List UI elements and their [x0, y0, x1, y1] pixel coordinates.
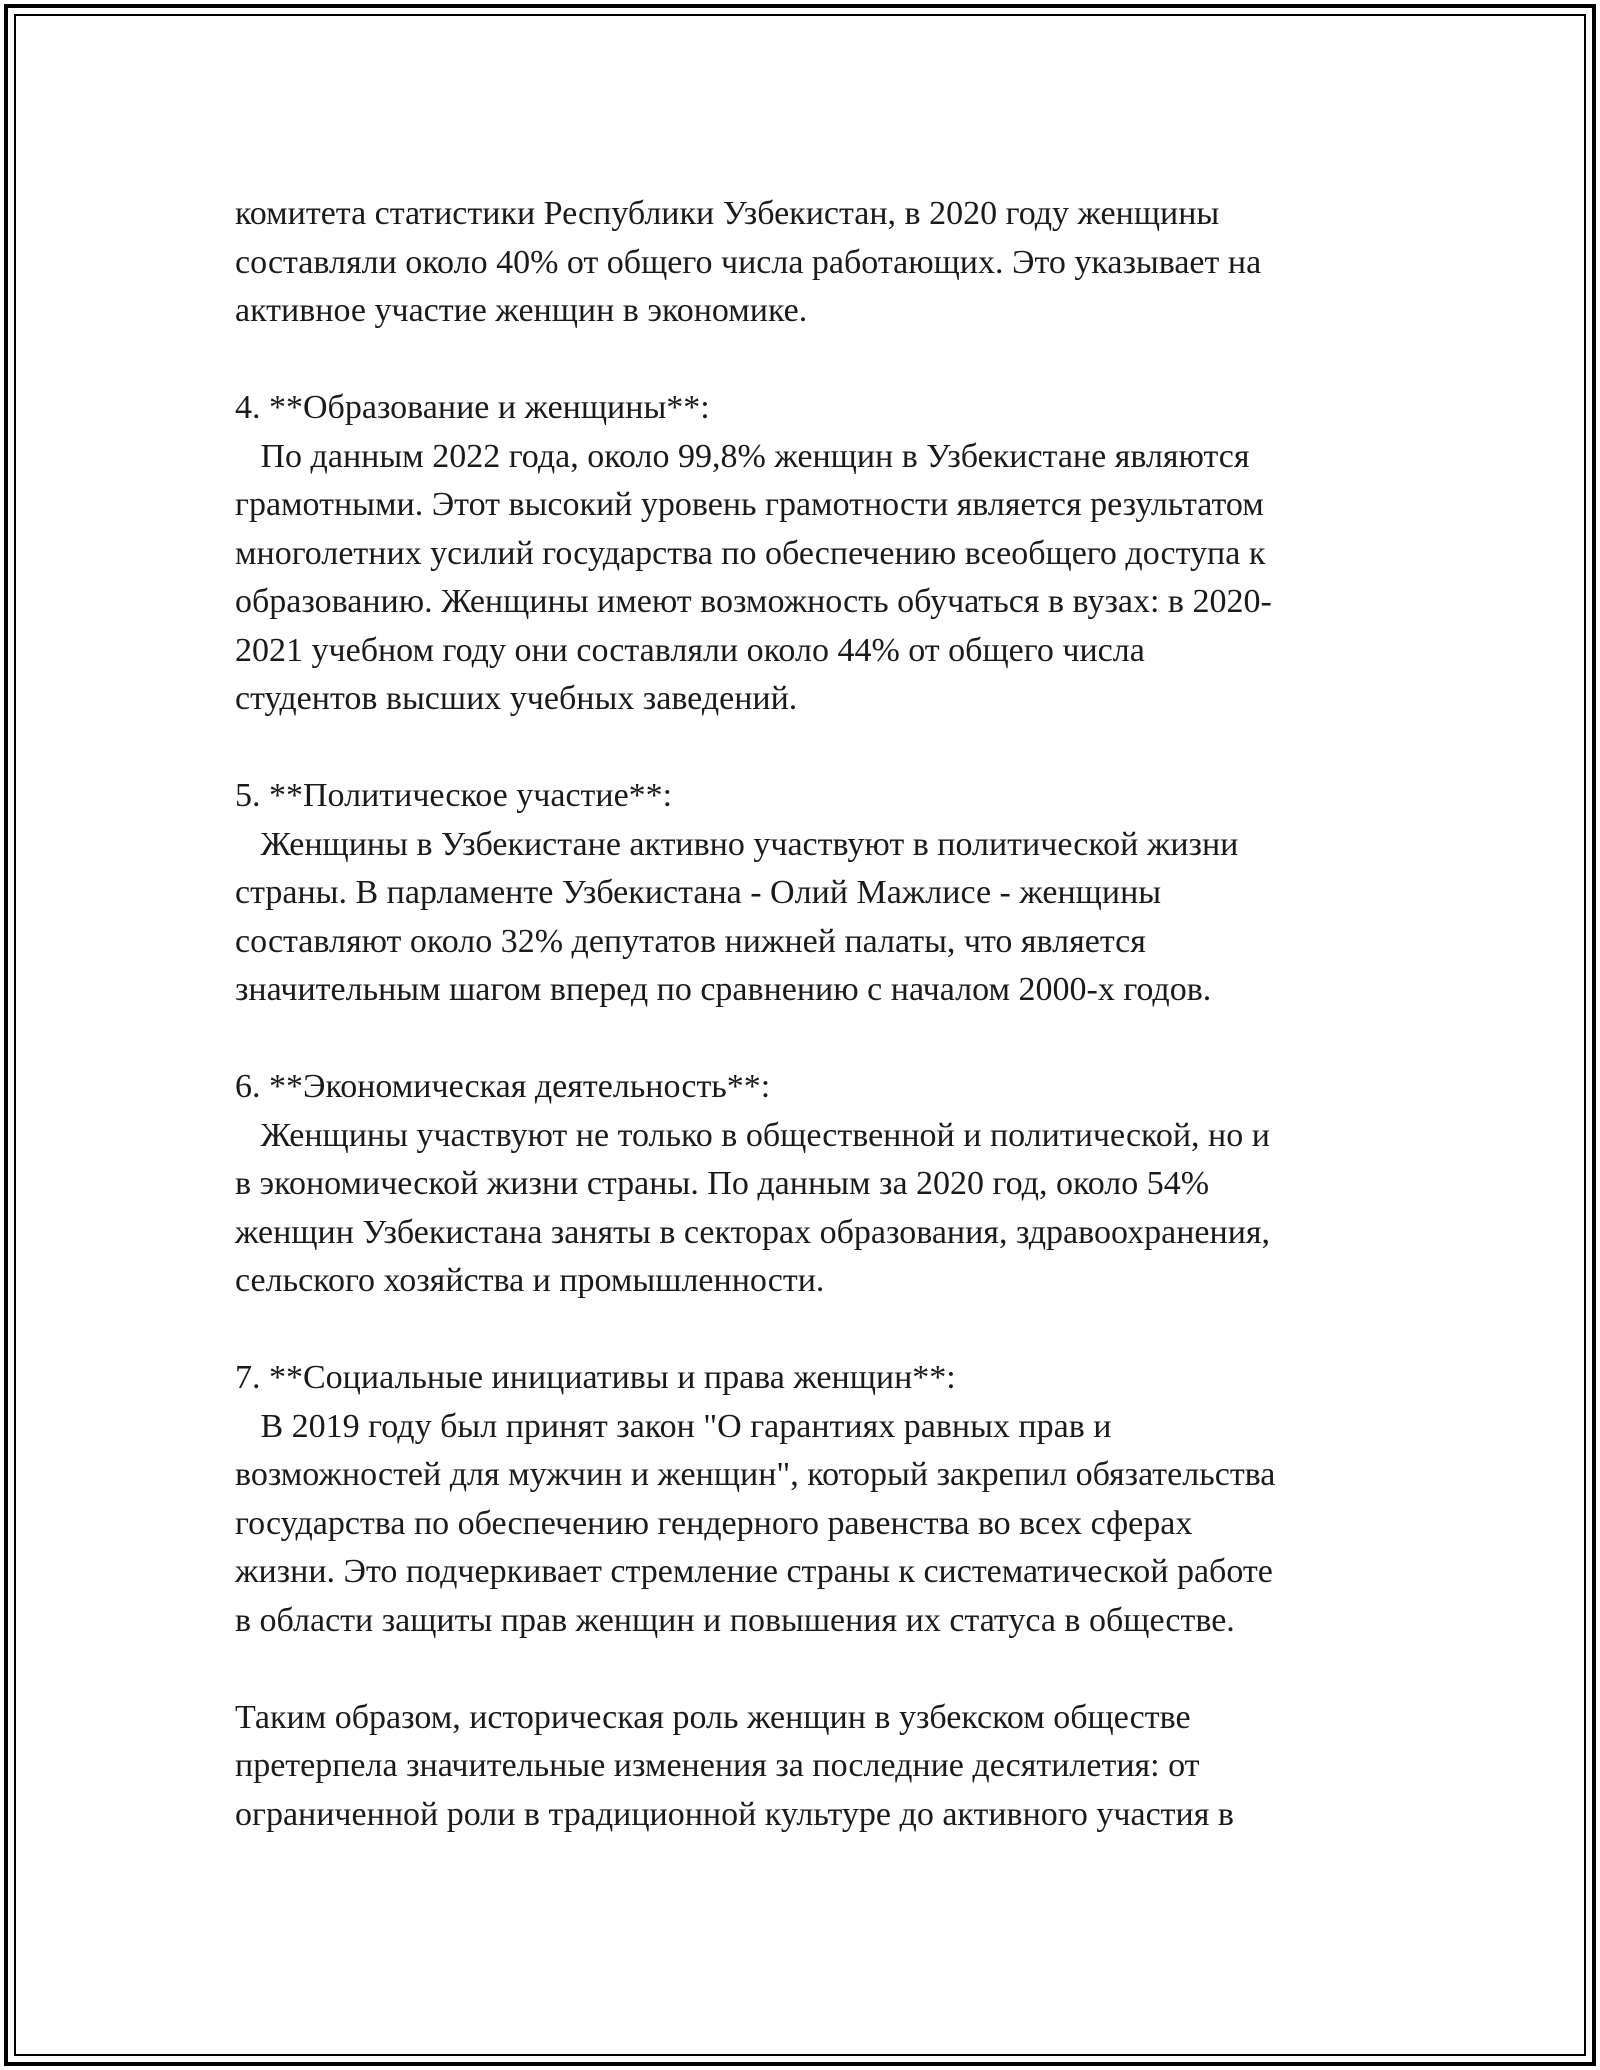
- section-social: [235, 1354, 1395, 1645]
- text-line: грамотными. Этот высокий уровень грамотности является результатом: [235, 486, 1264, 523]
- paragraph-spacer: [235, 1306, 1395, 1355]
- paragraph-spacer: [235, 1015, 1395, 1064]
- text-line: жизни. Это подчеркивает стремление страны к систематической работе: [235, 1553, 1273, 1590]
- paragraph-spacer: [235, 336, 1395, 385]
- text-line: претерпела значительные изменения за последние десятилетия: от: [235, 1747, 1200, 1784]
- text-line: 2021 учебном году они составляли около 44% от общего числа: [235, 631, 1145, 669]
- text-line: образованию. Женщины имеют возможность обучаться в вузах: в 2020-: [235, 583, 1272, 620]
- text-line: государства по обеспечению гендерного равенства во всех сферах: [235, 1504, 1193, 1542]
- text-line: сельского хозяйства и промышленности.: [235, 1262, 825, 1299]
- text-line: активное участие женщин в экономике.: [235, 292, 808, 329]
- text-line: в экономической жизни страны. По данным за 2020 год, около 54%: [235, 1165, 1210, 1202]
- paragraph-spacer: [235, 1645, 1395, 1694]
- text-line: женщин Узбекистана заняты в секторах образования, здравоохранения,: [235, 1213, 1271, 1251]
- text-line: Женщины в Узбекистане активно участвуют в политической жизни: [235, 825, 1239, 863]
- section-education: [235, 384, 1395, 724]
- text-line: студентов высших учебных заведений.: [235, 680, 798, 717]
- paragraph-spacer: [235, 724, 1395, 773]
- section-heading: 4. **Образование и женщины**:: [235, 389, 710, 426]
- section-heading: 7. **Социальные инициативы и права женщин**:: [235, 1359, 956, 1396]
- text-line: ограниченной роли в традиционной культуре до активного участия в: [235, 1795, 1234, 1833]
- text-line: составляют около 32% депутатов нижней палаты, что является: [235, 922, 1146, 960]
- text-line: Таким образом, историческая роль женщин в узбекском обществе: [235, 1698, 1191, 1736]
- text-line: составляли около 40% от общего числа работающих. Это указывает на: [235, 243, 1262, 281]
- text-line: многолетних усилий государства по обеспечению всеобщего доступа к: [235, 534, 1266, 572]
- conclusion-paragraph: [235, 1694, 1395, 1840]
- section-economic: [235, 1063, 1395, 1306]
- text-line: По данным 2022 года, около 99,8% женщин в Узбекистане являются: [235, 437, 1250, 475]
- text-line: страны. В парламенте Узбекистана - Олий Мажлисе - женщины: [235, 874, 1162, 911]
- text-line: Женщины участвуют не только в общественной и политической, но и: [235, 1116, 1270, 1154]
- section-political: [235, 772, 1395, 1015]
- text-line: В 2019 году был принят закон "О гарантиях равных прав и: [235, 1407, 1112, 1445]
- text-line: значительным шагом вперед по сравнению с началом 2000-х годов.: [235, 971, 1212, 1008]
- section-heading: 6. **Экономическая деятельность**:: [235, 1068, 771, 1105]
- text-line: в области защиты прав женщин и повышения их статуса в обществе.: [235, 1601, 1235, 1639]
- text-line: возможностей для мужчин и женщин", который закрепил обязательства: [235, 1456, 1276, 1493]
- text-line: комитета статистики Республики Узбекистан, в 2020 году женщины: [235, 195, 1220, 232]
- section-heading: 5. **Политическое участие**:: [235, 777, 673, 814]
- document-body: [235, 190, 1395, 1839]
- intro-paragraph: [235, 190, 1395, 336]
